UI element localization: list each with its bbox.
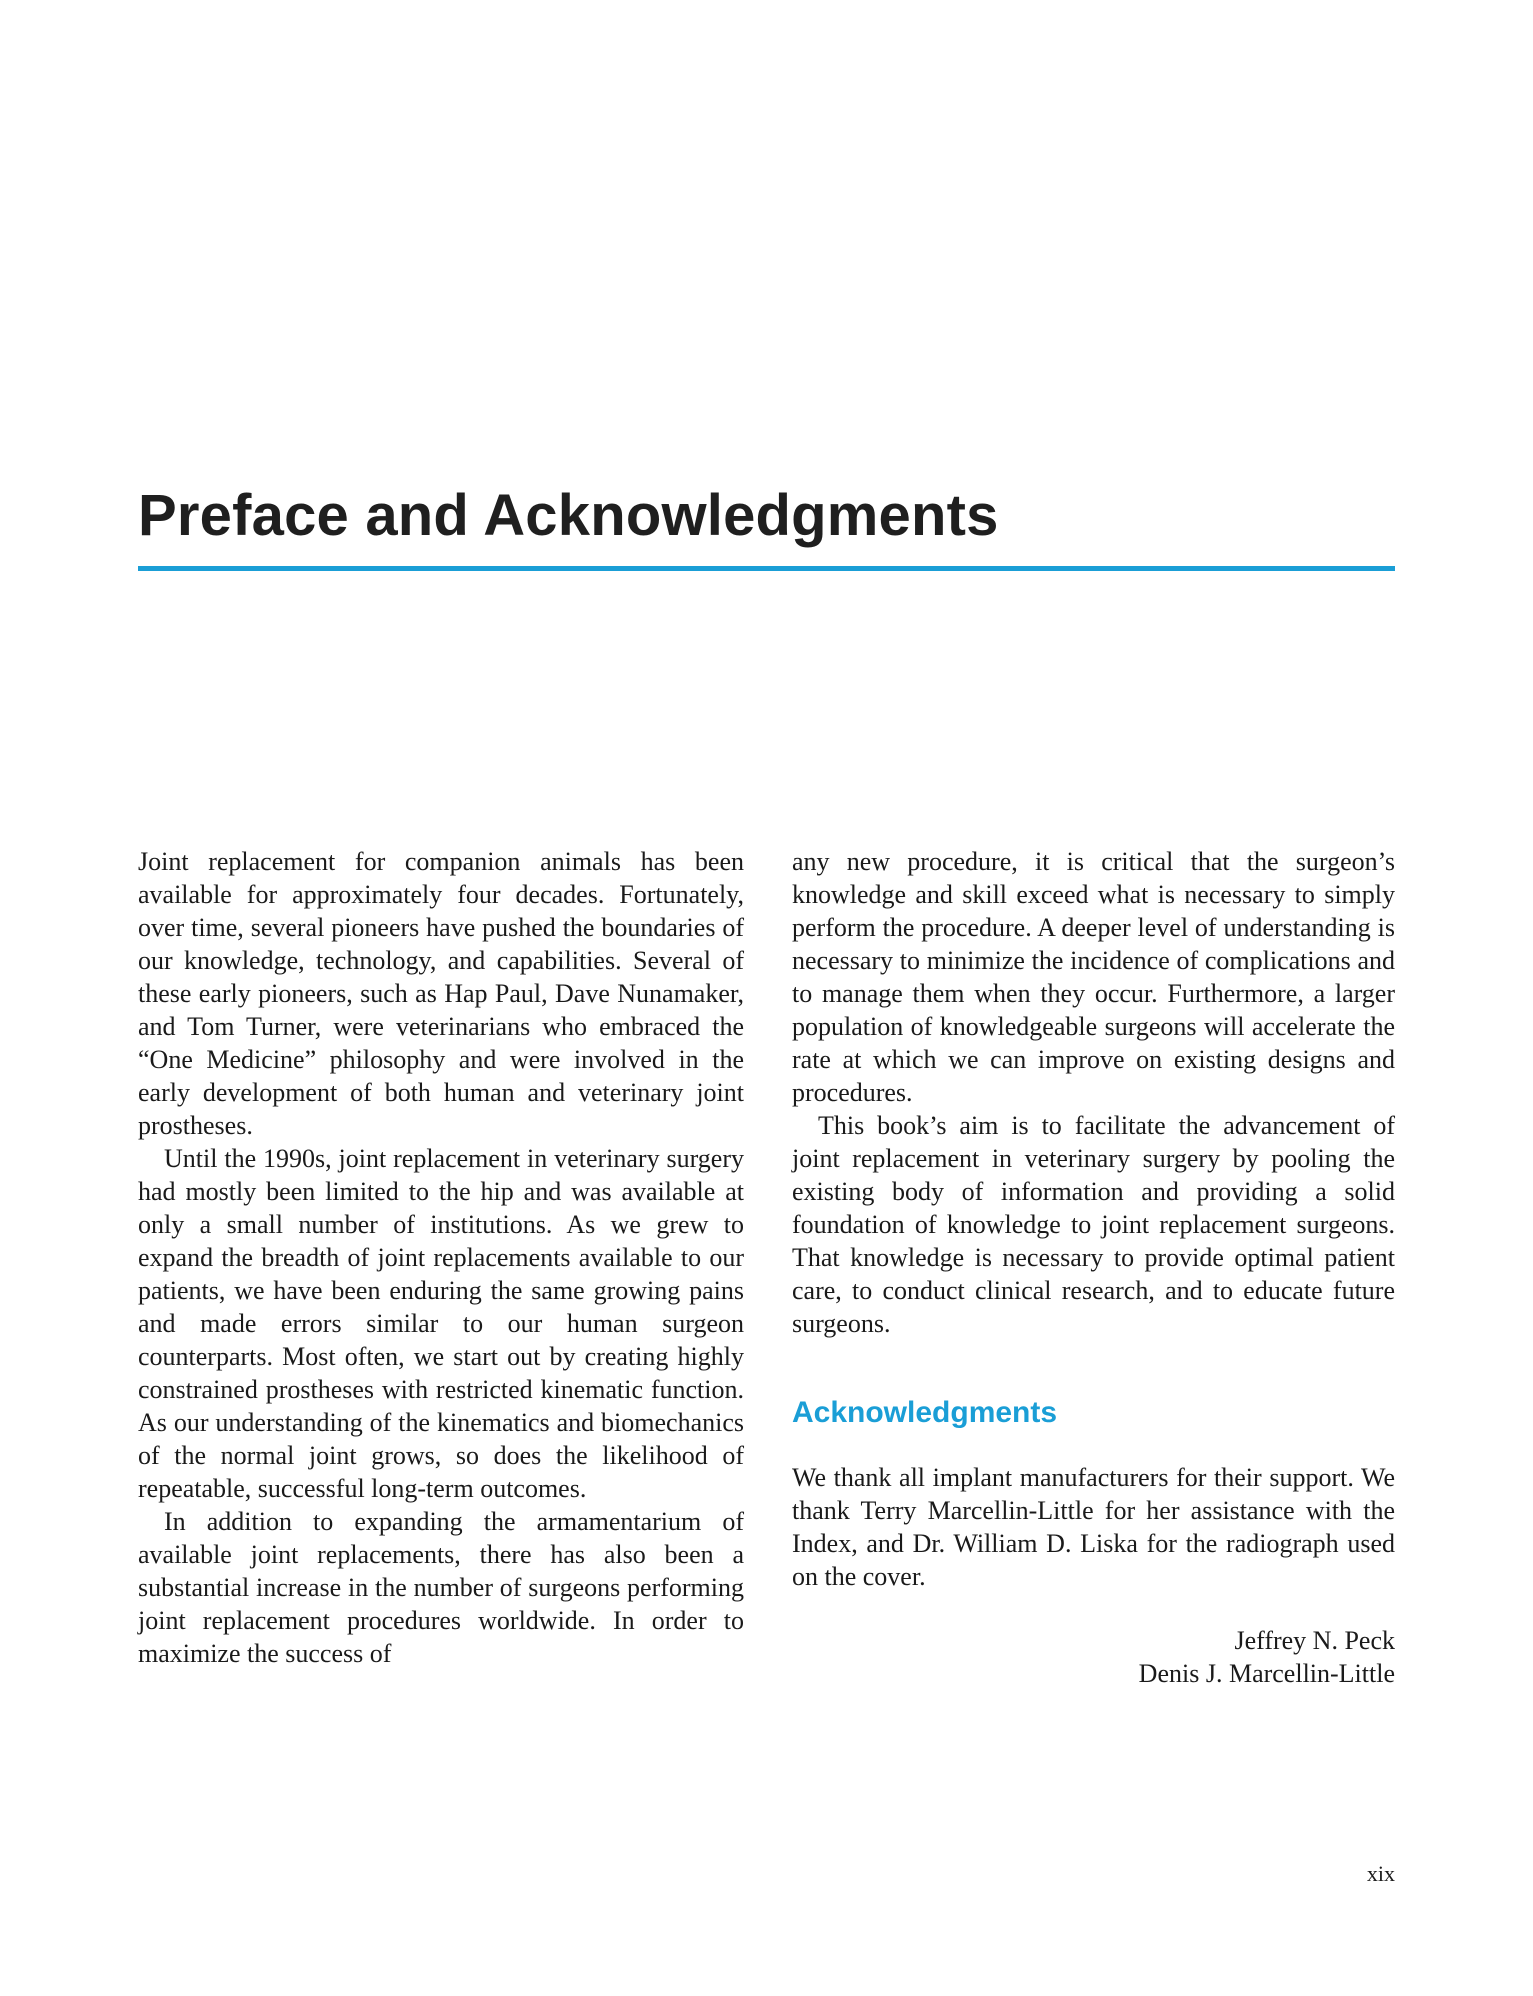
paragraph: This book’s aim is to facilitate the advancement of joint replacement in veterinary surgery by pooling the existing body of information and providing a solid foundation of knowledge to joint replacement surgeons. That knowledge is necessary to provide optimal patient care, to conduct clinical research, and to educate future surgeons. — [792, 1111, 1395, 1338]
right-column — [792, 845, 1395, 1690]
signature-name: Denis J. Marcellin-Little — [1138, 1659, 1395, 1688]
acknowledgments-body: We thank all implant manufacturers for their support. We thank Terry Marcellin-Little for her assistance with the Index, and Dr. William D. Liska for the radiograph used on the cover. — [792, 1463, 1395, 1591]
left-column — [138, 845, 744, 1670]
paragraph: In addition to expanding the armamentarium of available joint replacements, there has also been a substantial increase in the number of surgeons performing joint replacement procedures worldwide. In order to maximize the success of — [138, 1507, 744, 1668]
title-rule — [138, 566, 1395, 571]
page-title: Preface and Acknowledgments — [138, 483, 999, 548]
signature-name: Jeffrey N. Peck — [1234, 1626, 1395, 1655]
page-number: xix — [1366, 1861, 1395, 1886]
acknowledgments-heading: Acknowledgments — [792, 1396, 1058, 1429]
signature-block — [792, 1624, 1395, 1690]
paragraph: any new procedure, it is critical that the surgeon’s knowledge and skill exceed what is necessary to simply perform the procedure. A deeper level of understanding is necessary to minimize the incidence of complications and to manage them when they occur. Furthermore, a larger population of knowledgeable surgeons will accelerate the rate at which we can improve on existing designs and procedures. — [792, 847, 1395, 1107]
paragraph: Until the 1990s, joint replacement in veterinary surgery had mostly been limited to the hip and was available at only a small number of institutions. As we grew to expand the breadth of joint replacements available to our patients, we have been enduring the same growing pains and made errors similar to our human surgeon counterparts. Most often, we start out by creating highly constrained prostheses with restricted kinematic function. As our understanding of the kinematics and biomechanics of the normal joint grows, so does the likelihood of repeatable, successful long-term outcomes. — [138, 1144, 744, 1503]
paragraph: Joint replacement for companion animals has been available for approximately four decades. Fortunately, over time, several pioneers have pushed the boundaries of our knowledge, technology, and capabilities. Several of these early pioneers, such as Hap Paul, Dave Nunamaker, and Tom Turner, were veterinarians who embraced the “One Medicine” philosophy and were involved in the early development of both human and veterinary joint prostheses. — [138, 847, 744, 1140]
